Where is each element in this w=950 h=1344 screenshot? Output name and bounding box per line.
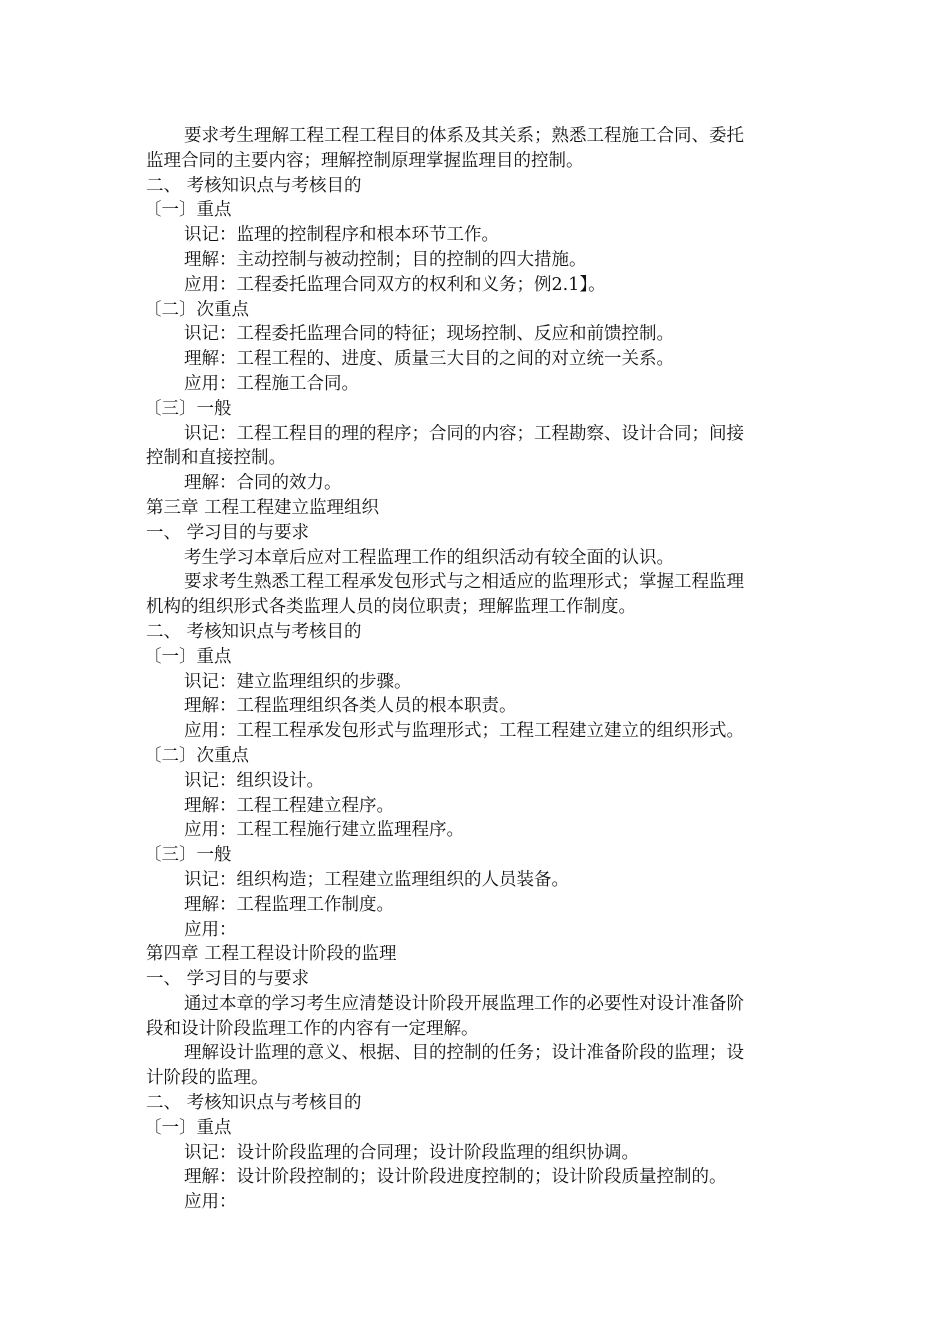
text-line: 计阶段的监理。 [146,1068,269,1089]
text-line: 理解：工程工程建立程序。 [184,795,394,816]
text-line: 段和设计阶段监理工作的内容有一定理解。 [146,1018,479,1039]
text-line: 一、 学习目的与要求 [146,522,310,543]
text-line: 〔一〕重点 [144,200,232,221]
text-line: 控制和直接控制。 [146,448,286,469]
text-line: 监理合同的主要内容；理解控制原理掌握监理目的控制。 [146,150,584,171]
text-line: 应用：工程委托监理合同双方的权利和义务；例2.1】。 [184,274,606,295]
text-line: 一、 学习目的与要求 [146,969,310,990]
text-line: 二、 考核知识点与考核目的 [146,621,362,642]
document-page [146,124,814,1215]
text-line: 机构的组织形式各类监理人员的岗位职责；理解监理工作制度。 [146,597,636,618]
text-line: 识记：建立监理组织的步骤。 [184,671,412,692]
text-line: 理解：主动控制与被动控制；目的控制的四大措施。 [184,249,587,270]
text-line: 理解：合同的效力。 [184,473,342,494]
text-line: 理解：工程监理组织各类人员的根本职责。 [184,696,517,717]
text-line: 识记：组织设计。 [184,770,324,791]
text-line: 要求考生理解工程工程工程目的体系及其关系；熟悉工程施工合同、委托 [184,126,744,146]
text-line: 理解：设计阶段控制的；设计阶段进度控制的；设计阶段质量控制的。 [184,1167,727,1188]
text-line: 理解设计监理的意义、根据、目的控制的任务；设计准备阶段的监理；设 [184,1043,744,1064]
text-line: 通过本章的学习考生应清楚设计阶段开展监理工作的必要性对设计准备阶 [184,993,744,1014]
text-line: 第四章 工程工程设计阶段的监理 [146,944,397,965]
text-line: 应用：工程施工合同。 [184,373,359,394]
text-line: 识记：监理的控制程序和根本环节工作。 [184,225,499,246]
text-line: 〔一〕重点 [144,646,232,667]
text-line: 〔二〕次重点 [144,299,249,320]
text-line: 识记：设计阶段监理的合同理；设计阶段监理的组织协调。 [184,1142,639,1163]
text-line: 〔三〕一般 [144,845,232,866]
text-line: 二、 考核知识点与考核目的 [146,175,362,196]
text-line: 〔三〕一般 [144,398,232,419]
text-line: 识记：工程委托监理合同的特征；现场控制、反应和前馈控制。 [184,324,674,345]
text-line: 识记：组织构造；工程建立监理组织的人员装备。 [184,869,569,890]
text-line: 〔二〕次重点 [144,745,249,766]
text-line: 应用： [184,1192,237,1213]
text-line: 识记：工程工程目的理的程序；合同的内容；工程勘察、设计合同；间接 [184,423,744,444]
text-line: 考生学习本章后应对工程监理工作的组织活动有较全面的认识。 [184,547,674,568]
text-line: 应用： [184,919,237,940]
text-line: 〔一〕重点 [144,1117,232,1138]
text-line: 第三章 工程工程建立监理组织 [146,497,380,518]
text-line: 应用：工程工程承发包形式与监理形式；工程工程建立建立的组织形式。 [184,721,744,742]
text-line: 理解：工程监理工作制度。 [184,894,394,915]
text-line: 要求考生熟悉工程工程承发包形式与之相适应的监理形式；掌握工程监理 [184,572,744,593]
text-line: 理解：工程工程的、进度、质量三大目的之间的对立统一关系。 [184,349,674,370]
text-line: 二、 考核知识点与考核目的 [146,1093,362,1114]
text-line: 应用：工程工程施行建立监理程序。 [184,820,464,841]
